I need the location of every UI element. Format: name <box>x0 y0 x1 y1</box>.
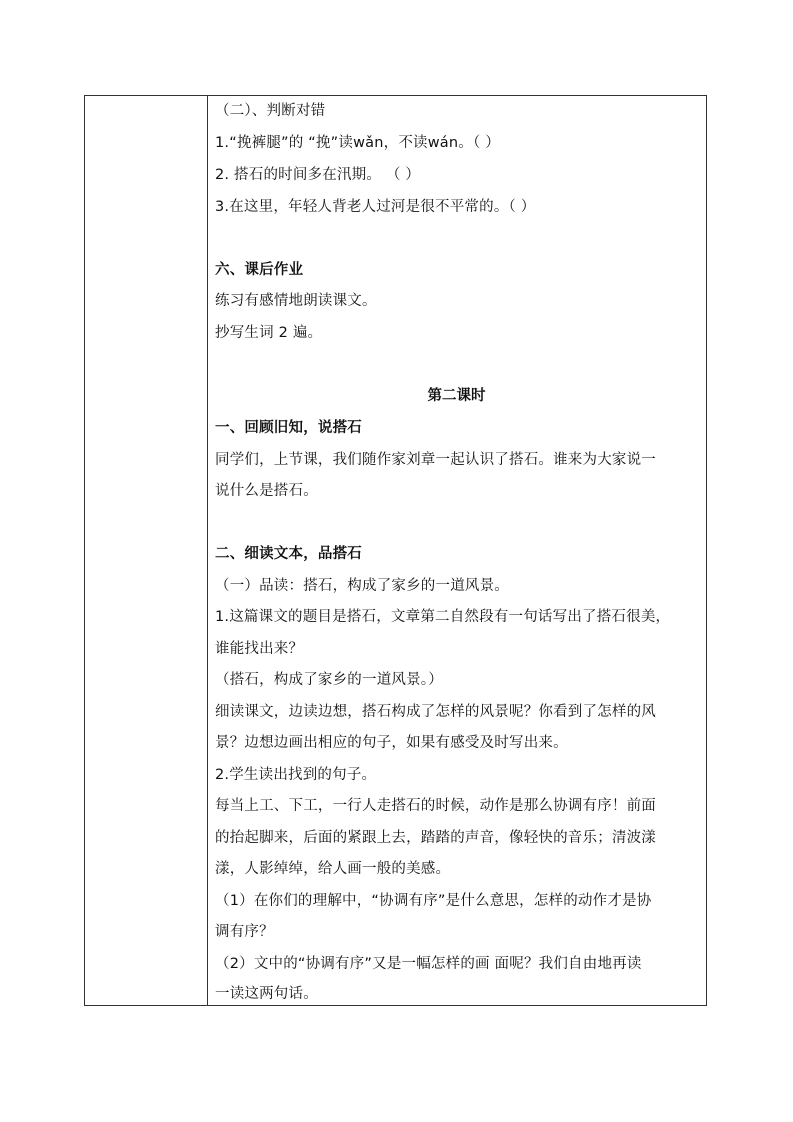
judge-heading: （二）、判断对错 <box>215 103 326 119</box>
lesson-title: 第二课时 <box>427 388 486 404</box>
read-line-10: 漾，人影绰绰，给人画一般的美感。 <box>215 861 451 877</box>
table-column-divider <box>207 96 208 1005</box>
read-line-13: （2）文中的“协调有序”又是一幅怎样的画 面呢？我们自由地再读 <box>215 956 642 972</box>
read-line-2: 1.这篇课文的题目是搭石，文章第二自然段有一句话写出了搭石很美， <box>215 609 671 625</box>
homework-item-1: 练习有感情地朗读课文。 <box>215 293 377 309</box>
read-line-7: 2.学生读出找到的句子。 <box>215 767 377 783</box>
read-line-8: 每当上工、下工，一行人走搭石的时候，动作是那么协调有序！前面 <box>215 798 656 814</box>
read-line-14: 一读这两句话。 <box>215 986 318 1002</box>
read-heading: 二、细读文本，品搭石 <box>215 546 362 562</box>
read-line-9: 的抬起脚来，后面的紧跟上去，踏踏的声音，像轻快的音乐；清波漾 <box>215 830 656 846</box>
read-line-5: 细读课文，边读边想，搭石构成了怎样的风景呢？你看到了怎样的风 <box>215 704 656 720</box>
judge-item-2: 2. 搭石的时间多在汛期。 （ ） <box>215 167 421 183</box>
homework-item-2: 抄写生词 2 遍。 <box>215 325 323 341</box>
read-line-6: 景？边想边画出相应的句子，如果有感受及时写出来。 <box>215 735 568 751</box>
judge-item-1: 1.“挽裤腿”的 “挽”读wǎn，不读wán。（ ） <box>215 135 500 151</box>
judge-item-3: 3.在这里，年轻人背老人过河是很不平常的。（ ） <box>215 199 536 215</box>
review-line-1: 同学们，上节课，我们随作家刘章一起认识了搭石。谁来为大家说一 <box>215 452 656 468</box>
read-line-1: （一）品读：搭石，构成了家乡的一道风景。 <box>215 578 509 594</box>
read-line-12: 调有序？ <box>215 924 274 940</box>
read-line-4: （搭石，构成了家乡的一道风景。） <box>215 672 443 688</box>
review-heading: 一、回顾旧知，说搭石 <box>215 420 362 436</box>
review-line-2: 说什么是搭石。 <box>215 483 318 499</box>
read-line-11: （1）在你们的理解中，“协调有序”是什么意思，怎样的动作才是协 <box>215 893 652 909</box>
homework-heading: 六、课后作业 <box>215 262 304 278</box>
read-line-3: 谁能找出来？ <box>215 641 304 657</box>
